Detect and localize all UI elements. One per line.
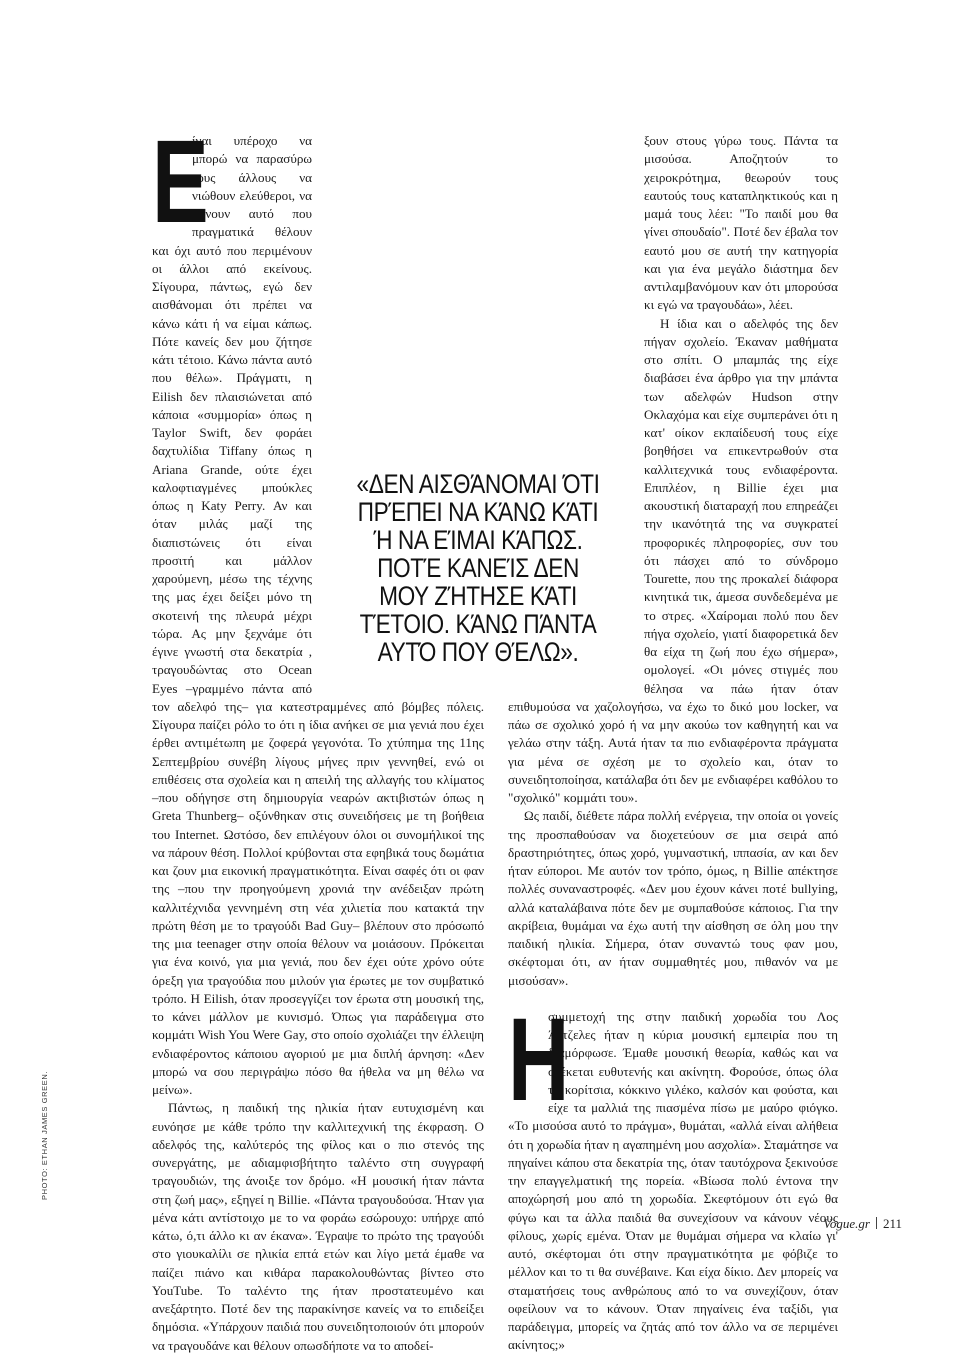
folio-separator bbox=[876, 1217, 877, 1229]
left-paragraph-1: ίναι υπέροχο να μπορώ να παρασύρω τους άλλους να νιώθουν ελεύθεροι, να κάνουν αυτό που πραγματικά θέλουν και όχι αυτό που περιμένουν οι άλλοι από εκείνους. Σίγουρα, πάντως, εγώ δεν αισθάνομαι ότι πρέπει να κάνω κάτι ή να είμαι κάπως. Πότε κανείς δεν μου ζήτησε κάτι τέτοιο. Κάνω πάντα αυτό που θέλω». Πράγματι, η Eilish δεν πλαισιώνεται από κάποια «συμμορία» όπως η Taylor Swift, δεν φοράει δαχτυλίδια Tiffany όπως η Ariana Grande, ούτε έχει καλοφτιαγμένες μπούκλες όπως η Katy Perry. Αν και όταν μιλάς μαζί της διαπιστώνεις ότι είναι προσιτή και μάλλον χαρούμενη, μέσω της τέχνης της μας έχει δείξει μόνο τη σκοτεινή της πλευρά μέχρι τώρα. Ας μην ξεχνάμε ότι έγινε γνωστή στα δεκατρία , τραγουδώντας στο Ocean Eyes –γραμμένο πάντα από τον αδελφό της– για κατεστραμμένες από βόμβες πόλεις. Σίγουρα παίζει ρόλο το ότι η ίδια ανήκει σε μια γενιά που έχει έρθει αντιμέτωπη με ζοφερά γεγονότα. Το χτύπημα της 11ης Σεπτεμβρίου συνέβη λίγους μήνες πριν γεννηθεί, ενώ οι επιθέσεις στα σχολεία και η απειλή της αλλαγής του κλίματος –που οδήγησε στη δημιουργία νεαρών ακτιβιστών όπως η Greta Thunberg– οξύνθηκαν στις συνειδήσεις με τη βοήθεια του Internet. Ωστόσο, δεν επιλέγουν όλοι οι συνομήλικοί της να πάρουν θέση. Πολλοί κρύβονται στα εφηβικά τους δωμάτια και ζουν μια εικονική πραγματικότητα. Είναι σαφές ότι οι φαν της –που την προηγούμενη χρονιά την ανέδειξαν πρώτη καλλιτέχνιδα γεννημένη στη νέα χιλιετία που κατακτά την πρώτη θέση με το τραγούδι Bad Guy– βλέπουν στο πρόσωπό της μια teenager στην οποία θέλουν να μοιάσουν. Πρόκειται για ένα κοινό, για μια γενιά, που δεν έχει ούτε χρόνο ούτε όρεξη για τραγούδια που μιλούν για έρωτες με τον συμβατικό τρόπο. Η Eilish, όταν προσεγγίζει τον έρωτα στη μουσική της, το κάνει μάλλον με κυνισμό. Όπως για παράδειγμα στο κομμάτι Wish You Were Gay, στο οποίο σχολιάζει την έλλειψη ενδιαφέροντος κάποιου αγοριού με μια διπλή άρνηση: «Δεν μπορώ να σου περιγράψω πόσο θα ήθελα να μη θέλω να μείνω». bbox=[152, 133, 484, 1097]
right-column bbox=[508, 132, 838, 1355]
right-paragraph-3: Ως παιδί, διέθετε πάρα πολλή ενέργεια, την οποία οι γονείς της προσπαθούσαν να διοχετεύουν σε μια σειρά από δραστηριότητες, όπως χορό, γυμναστική, ιππασία, αν και δεν ήταν εύποροι. Με αυτόν τον τρόπο, όμως, η Billie απέκτησε πολλές συναναστροφές. «Δεν μου έχουν κάνει ποτέ bullying, αλλά καταλάβαινα πότε δεν με συμπαθούσε κάποιος. Για την ακρίβεια, θυμάμαι να έχω αυτή την αίσθηση σε όλη μου την παιδική ηλικία. Σήμερα, όταν συναντώ τους φαν μου, σκέφτομαι ότι, αν ήταν συμμαθητές μου, πιθανόν να με μισούσαν». bbox=[508, 808, 838, 988]
drop-cap-eta: Η bbox=[508, 993, 568, 1126]
right-paragraph-1: ξουν στους γύρω τους. Πάντα τα μισούσα. Αποζητούν το χειροκρότημα, θεωρούν τους εαυτούς τους καταπληκτικούς και η μαμά τους λέει: "Το παιδί μου θα γίνει σπουδαίο". Ποτέ δεν έβαλα τον εαυτό μου σε αυτή την κατηγορία και για ένα μεγάλο διάστημα δεν αντιλαμβανόμουν καν ότι μπορούσα κι εγώ να τραγουδάω», λέει. bbox=[644, 133, 838, 313]
left-paragraph-2: Πάντως, η παιδική της ηλικία ήταν ευτυχισμένη και ευνόησε με κάθε τρόπο την καλλιτεχνική της έκφραση. Ο αδελφός της, καλύτερός της φίλος και ο πιο στενός της συνεργάτης, με αδιαμφισβήτητο ταλέντο στη συγγραφή τραγουδιών, της άνοιξε τον δρόμο. «Η μουσική ήταν πάντα στη ζωή μας», εξηγεί η Billie. «Πάντα τραγουδούσα. Ήταν για μένα κάτι αντίστοιχο με το να φοράω εσώρουχο: υπήρχε από κάτω, ό,τι άλλο κι αν έκανα». Έγραψε το πρώτο της τραγούδι στο γιουκαλίλι σε ηλικία επτά ετών και λίγο μετά έμαθε να παίζει πιάνο και κιθάρα παρακολουθώντας βίντεο στο YouTube. Το ταλέντο της ήταν προστατευμένο και ανεξάρτητο. Ποτέ δεν της παρακίνησε κανείς να το επιδείξει δημόσια. «Υπάρχουν παιδιά που συνειδητοποιούν ότι μπορούν να τραγουδάνε και θέλουν οπωσδήποτε να το αποδεί- bbox=[152, 1100, 484, 1353]
page-folio bbox=[823, 1216, 902, 1232]
pull-quote: «ΔΕΝ ΑΙΣΘΆΝΟΜΑΙ ΌΤΙ ΠΡΈΠΕΙ ΝΑ ΚΆΝΩ ΚΆΤΙ Ή ΝΑ ΕΊΜΑΙ ΚΆΠΩΣ. ΠΟΤΈ ΚΑΝΕΊΣ ΔΕΝ ΜΟΥ ΖΉΤΗΣΕ ΚΆΤΙ ΤΈΤΟΙΟ. ΚΆΝΩ ΠΆΝΤΑ ΑΥΤΌ ΠΟΥ ΘΈΛΩ». bbox=[354, 470, 603, 666]
page-number: 211 bbox=[882, 1216, 902, 1231]
right-paragraph-4: συμμετοχή της στην παιδική χορωδία του Λος Άντζελες ήταν η κύρια μουσική εμπειρία που τη διαμόρφωσε. Έμαθε μουσική θεωρία, καθώς και να στέκεται ευθυτενής και ακίνητη. Φορούσε, όπως όλα τα κορίτσια, κόκκινο γιλέκο, καλσόν και φούστα, και είχε τα μαλλιά της πιασμένα πίσω με μαύρο φιόγκο. «Το μισούσα αυτό το πράγμα», θυμάται, «αλλά είναι αλήθεια ότι η χορωδία ήταν η αγαπημένη μου ασχολία». Σταμάτησε να πηγαίνει κάπου στα δεκατρία της, όταν ταυτόχρονα ξεκινούσε την επαγγελματική της πορεία. «Βίωσα πολύ έντονα την αποχώρησή μου από τη χορωδία. Σκεφτόμουν ότι εγώ θα φύγω και τα άλλα παιδιά θα συνεχίσουν να κάνουν νέους φίλους, χωρίς εμένα. Όταν με θυμάμαι σήμερα να κλαίω γι' αυτό, σκέφτομαι ότι στην πραγματικότητα με φόβιζε το μέλλον και το τι θα συνέβαινε. Και είχα δίκιο. Δεν μπορείς να σταματήσεις τους ανθρώπους από το να συνεχίζουν, όταν οφείλουν να το κάνουν. Όταν πηγαίνεις ένα ταξίδι, για παράδειγμα, μπορείς να ζητάς από τον άλλο να σε περιμένει ακίνητος;» bbox=[508, 1008, 838, 1353]
drop-cap-epsilon: Ε bbox=[152, 116, 208, 248]
left-column bbox=[152, 116, 484, 1355]
photo-credit: PHOTO: ETHAN JAMES GREEN. bbox=[40, 1070, 49, 1200]
magazine-name: Vogue.gr bbox=[823, 1216, 870, 1231]
right-paragraph-2: Η ίδια και ο αδελφός της δεν πήγαν σχολείο. Έκαναν μαθήματα στο σπίτι. Ο μπαμπάς της είχε διαβάσει ένα άρθρο για την μπάντα των αδελφών Hudson στην Οκλαχόμα και είχε συμπεράνει ότι η κατ' οίκον εκπαίδευσή τους είχε βοηθήσει να επικεντρωθούν στα καλλιτεχνικά τους ενδιαφέροντα. Επιπλέον, η Billie έχει μια ακουστική διαταραχή που επηρεάζει την ικανότητά της να συγκρατεί προφορικές πληροφορίες, συν του ότι πάσχει από το σύνδρομο Tourette, που της προκαλεί διάφορα κινητικά τικ, άμεσα συνδεδεμένα με το στρες. «Χαίρομαι πολύ που δεν πήγα σχολείο, γιατί διαφορετικά δεν θα είχα τη ζωή που έχω σήμερα», ομολογεί. «Οι μόνες στιγμές που θέλησα να πάω ήταν όταν επιθυμούσα να χαζολογήσω, να έχω το δικό μου locker, να πάω σε σχολικό χορό ή να μην ακούω τον καθηγητή και να γελάω στην τάξη. Αυτά ήταν τα πιο ενδιαφέροντα πράγματα για μένα σε σχέση με το σχολείο και, όταν το συνειδητοποίησα, κατάλαβα ότι δεν με ενδιαφέρει καθόλου το "σχολικό" κομμάτι του». bbox=[508, 315, 838, 805]
